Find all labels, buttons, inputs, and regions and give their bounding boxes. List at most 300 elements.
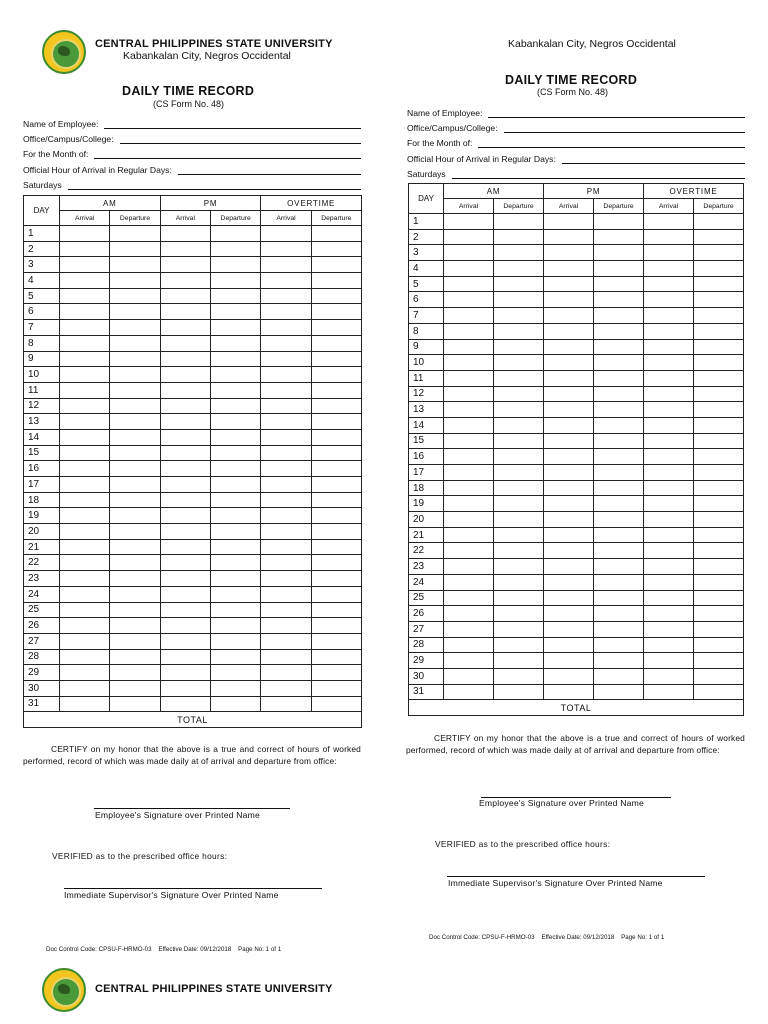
left-time-cell[interactable] <box>261 304 311 320</box>
right-time-cell[interactable] <box>594 308 644 324</box>
left-time-cell[interactable] <box>60 555 110 571</box>
left-time-cell[interactable] <box>261 351 311 367</box>
left-time-cell[interactable] <box>261 618 311 634</box>
left-time-cell[interactable] <box>311 226 361 242</box>
left-time-cell[interactable] <box>110 382 160 398</box>
left-time-cell[interactable] <box>110 649 160 665</box>
right-time-cell[interactable] <box>694 245 744 261</box>
right-time-cell[interactable] <box>544 590 594 606</box>
right-time-cell[interactable] <box>444 449 494 465</box>
left-time-cell[interactable] <box>160 633 210 649</box>
right-time-cell[interactable] <box>644 606 694 622</box>
left-field-line[interactable] <box>68 181 361 190</box>
right-time-cell[interactable] <box>494 512 544 528</box>
right-time-cell[interactable] <box>494 433 544 449</box>
left-time-cell[interactable] <box>211 665 261 681</box>
right-time-cell[interactable] <box>544 496 594 512</box>
right-field-0[interactable] <box>407 108 745 118</box>
right-time-cell[interactable] <box>644 496 694 512</box>
right-time-cell[interactable] <box>594 684 644 700</box>
right-time-cell[interactable] <box>694 402 744 418</box>
right-time-cell[interactable] <box>594 606 644 622</box>
right-time-cell[interactable] <box>544 245 594 261</box>
right-time-cell[interactable] <box>594 543 644 559</box>
right-time-cell[interactable] <box>694 323 744 339</box>
right-time-cell[interactable] <box>544 684 594 700</box>
left-time-cell[interactable] <box>211 398 261 414</box>
left-time-cell[interactable] <box>110 539 160 555</box>
left-time-cell[interactable] <box>60 414 110 430</box>
left-time-cell[interactable] <box>311 429 361 445</box>
right-time-cell[interactable] <box>594 323 644 339</box>
left-time-cell[interactable] <box>110 571 160 587</box>
left-time-cell[interactable] <box>261 288 311 304</box>
left-time-cell[interactable] <box>211 680 261 696</box>
right-time-cell[interactable] <box>644 590 694 606</box>
left-time-cell[interactable] <box>311 304 361 320</box>
right-time-cell[interactable] <box>694 543 744 559</box>
right-time-cell[interactable] <box>444 245 494 261</box>
left-time-cell[interactable] <box>60 524 110 540</box>
left-time-cell[interactable] <box>311 555 361 571</box>
right-time-cell[interactable] <box>494 653 544 669</box>
right-time-cell[interactable] <box>644 480 694 496</box>
right-time-cell[interactable] <box>494 606 544 622</box>
right-time-cell[interactable] <box>644 621 694 637</box>
right-time-cell[interactable] <box>644 465 694 481</box>
right-time-cell[interactable] <box>444 261 494 277</box>
right-time-cell[interactable] <box>694 214 744 230</box>
left-time-cell[interactable] <box>110 288 160 304</box>
right-time-cell[interactable] <box>494 637 544 653</box>
left-time-cell[interactable] <box>211 524 261 540</box>
right-time-cell[interactable] <box>444 402 494 418</box>
left-time-cell[interactable] <box>60 351 110 367</box>
left-time-cell[interactable] <box>261 461 311 477</box>
right-time-cell[interactable] <box>594 276 644 292</box>
left-time-cell[interactable] <box>311 273 361 289</box>
left-time-cell[interactable] <box>311 398 361 414</box>
left-time-cell[interactable] <box>211 461 261 477</box>
right-time-cell[interactable] <box>644 261 694 277</box>
left-time-cell[interactable] <box>60 429 110 445</box>
left-time-cell[interactable] <box>211 351 261 367</box>
left-time-cell[interactable] <box>311 539 361 555</box>
left-time-cell[interactable] <box>160 665 210 681</box>
right-time-cell[interactable] <box>694 339 744 355</box>
left-time-cell[interactable] <box>211 618 261 634</box>
left-time-cell[interactable] <box>261 273 311 289</box>
right-time-cell[interactable] <box>444 465 494 481</box>
left-time-cell[interactable] <box>160 461 210 477</box>
right-time-cell[interactable] <box>544 543 594 559</box>
left-time-cell[interactable] <box>160 524 210 540</box>
right-time-cell[interactable] <box>494 323 544 339</box>
right-time-cell[interactable] <box>494 245 544 261</box>
right-time-cell[interactable] <box>594 261 644 277</box>
left-time-cell[interactable] <box>160 555 210 571</box>
left-time-cell[interactable] <box>110 257 160 273</box>
left-time-cell[interactable] <box>261 429 311 445</box>
left-time-cell[interactable] <box>261 539 311 555</box>
left-time-cell[interactable] <box>311 586 361 602</box>
left-time-cell[interactable] <box>110 226 160 242</box>
left-time-cell[interactable] <box>261 665 311 681</box>
left-time-cell[interactable] <box>160 586 210 602</box>
right-time-cell[interactable] <box>594 668 644 684</box>
right-time-cell[interactable] <box>644 653 694 669</box>
right-time-cell[interactable] <box>644 214 694 230</box>
right-field-4[interactable] <box>407 169 745 179</box>
left-time-cell[interactable] <box>211 226 261 242</box>
right-time-cell[interactable] <box>444 684 494 700</box>
left-time-cell[interactable] <box>311 382 361 398</box>
right-time-cell[interactable] <box>544 276 594 292</box>
left-time-cell[interactable] <box>160 398 210 414</box>
left-time-cell[interactable] <box>211 320 261 336</box>
left-time-cell[interactable] <box>60 257 110 273</box>
left-time-cell[interactable] <box>211 539 261 555</box>
right-field-2[interactable] <box>407 138 745 148</box>
right-time-cell[interactable] <box>494 308 544 324</box>
right-time-cell[interactable] <box>644 402 694 418</box>
left-time-cell[interactable] <box>160 351 210 367</box>
right-field-line[interactable] <box>488 109 745 118</box>
left-time-cell[interactable] <box>160 288 210 304</box>
left-time-cell[interactable] <box>311 288 361 304</box>
right-time-cell[interactable] <box>444 496 494 512</box>
right-time-cell[interactable] <box>644 574 694 590</box>
left-field-0[interactable] <box>23 119 361 129</box>
left-time-cell[interactable] <box>311 571 361 587</box>
left-time-cell[interactable] <box>261 226 311 242</box>
left-time-cell[interactable] <box>261 257 311 273</box>
left-time-cell[interactable] <box>110 273 160 289</box>
left-time-cell[interactable] <box>311 367 361 383</box>
left-time-cell[interactable] <box>261 320 311 336</box>
left-time-cell[interactable] <box>110 477 160 493</box>
right-time-cell[interactable] <box>694 684 744 700</box>
left-time-cell[interactable] <box>160 696 210 712</box>
right-time-cell[interactable] <box>694 496 744 512</box>
left-time-cell[interactable] <box>60 680 110 696</box>
left-time-cell[interactable] <box>261 555 311 571</box>
right-time-cell[interactable] <box>544 559 594 575</box>
right-time-cell[interactable] <box>644 323 694 339</box>
right-time-cell[interactable] <box>444 355 494 371</box>
left-time-cell[interactable] <box>60 649 110 665</box>
left-time-cell[interactable] <box>60 602 110 618</box>
left-time-cell[interactable] <box>110 414 160 430</box>
right-time-cell[interactable] <box>694 512 744 528</box>
left-time-cell[interactable] <box>110 398 160 414</box>
right-time-cell[interactable] <box>694 261 744 277</box>
right-time-cell[interactable] <box>544 339 594 355</box>
right-time-cell[interactable] <box>594 402 644 418</box>
left-time-cell[interactable] <box>311 649 361 665</box>
right-time-cell[interactable] <box>444 527 494 543</box>
left-time-cell[interactable] <box>311 320 361 336</box>
right-time-cell[interactable] <box>544 308 594 324</box>
right-time-cell[interactable] <box>444 653 494 669</box>
right-time-cell[interactable] <box>494 355 544 371</box>
right-time-cell[interactable] <box>644 386 694 402</box>
right-time-cell[interactable] <box>694 480 744 496</box>
left-time-cell[interactable] <box>261 398 311 414</box>
right-time-cell[interactable] <box>444 276 494 292</box>
right-time-cell[interactable] <box>444 637 494 653</box>
right-time-cell[interactable] <box>494 449 544 465</box>
right-time-cell[interactable] <box>444 559 494 575</box>
right-time-cell[interactable] <box>544 637 594 653</box>
left-time-cell[interactable] <box>261 414 311 430</box>
right-time-cell[interactable] <box>594 417 644 433</box>
left-time-cell[interactable] <box>311 696 361 712</box>
right-time-cell[interactable] <box>594 339 644 355</box>
left-time-cell[interactable] <box>60 696 110 712</box>
left-time-cell[interactable] <box>311 618 361 634</box>
left-time-cell[interactable] <box>110 602 160 618</box>
right-time-cell[interactable] <box>494 668 544 684</box>
left-time-cell[interactable] <box>261 492 311 508</box>
right-time-cell[interactable] <box>594 386 644 402</box>
left-time-cell[interactable] <box>60 492 110 508</box>
right-time-cell[interactable] <box>594 496 644 512</box>
left-time-cell[interactable] <box>110 524 160 540</box>
left-time-cell[interactable] <box>211 414 261 430</box>
right-time-cell[interactable] <box>644 417 694 433</box>
right-field-line[interactable] <box>452 170 745 179</box>
right-time-cell[interactable] <box>544 480 594 496</box>
left-time-cell[interactable] <box>261 335 311 351</box>
right-time-cell[interactable] <box>644 637 694 653</box>
left-field-line[interactable] <box>178 166 361 175</box>
right-time-cell[interactable] <box>694 449 744 465</box>
right-time-cell[interactable] <box>694 417 744 433</box>
right-time-cell[interactable] <box>694 653 744 669</box>
left-time-cell[interactable] <box>311 351 361 367</box>
right-time-cell[interactable] <box>494 229 544 245</box>
right-time-cell[interactable] <box>544 261 594 277</box>
left-time-cell[interactable] <box>110 367 160 383</box>
right-time-cell[interactable] <box>694 433 744 449</box>
right-time-cell[interactable] <box>444 543 494 559</box>
right-time-cell[interactable] <box>694 370 744 386</box>
right-time-cell[interactable] <box>644 339 694 355</box>
right-time-cell[interactable] <box>594 245 644 261</box>
right-time-cell[interactable] <box>494 261 544 277</box>
left-time-cell[interactable] <box>211 571 261 587</box>
right-time-cell[interactable] <box>444 574 494 590</box>
right-time-cell[interactable] <box>644 292 694 308</box>
left-time-cell[interactable] <box>211 304 261 320</box>
right-time-cell[interactable] <box>544 653 594 669</box>
right-field-1[interactable] <box>407 123 745 133</box>
right-time-cell[interactable] <box>494 276 544 292</box>
right-time-cell[interactable] <box>594 465 644 481</box>
right-time-cell[interactable] <box>494 370 544 386</box>
right-time-cell[interactable] <box>444 323 494 339</box>
left-time-cell[interactable] <box>110 304 160 320</box>
right-time-cell[interactable] <box>644 559 694 575</box>
left-time-cell[interactable] <box>110 320 160 336</box>
right-time-cell[interactable] <box>444 214 494 230</box>
left-time-cell[interactable] <box>261 382 311 398</box>
right-time-cell[interactable] <box>644 229 694 245</box>
right-time-cell[interactable] <box>444 308 494 324</box>
left-time-cell[interactable] <box>160 618 210 634</box>
left-time-cell[interactable] <box>211 273 261 289</box>
right-field-line[interactable] <box>478 139 745 148</box>
right-time-cell[interactable] <box>444 480 494 496</box>
right-time-cell[interactable] <box>494 527 544 543</box>
right-field-3[interactable] <box>407 154 745 164</box>
right-time-cell[interactable] <box>494 621 544 637</box>
right-time-cell[interactable] <box>444 433 494 449</box>
right-time-cell[interactable] <box>694 606 744 622</box>
left-time-cell[interactable] <box>160 382 210 398</box>
left-time-cell[interactable] <box>211 257 261 273</box>
right-time-cell[interactable] <box>594 527 644 543</box>
left-time-cell[interactable] <box>60 398 110 414</box>
right-time-cell[interactable] <box>694 574 744 590</box>
right-time-cell[interactable] <box>694 668 744 684</box>
right-time-cell[interactable] <box>544 292 594 308</box>
left-time-cell[interactable] <box>211 492 261 508</box>
right-time-cell[interactable] <box>494 386 544 402</box>
left-time-cell[interactable] <box>60 226 110 242</box>
left-time-cell[interactable] <box>60 618 110 634</box>
right-time-cell[interactable] <box>594 574 644 590</box>
left-time-cell[interactable] <box>211 696 261 712</box>
left-time-cell[interactable] <box>160 304 210 320</box>
left-time-cell[interactable] <box>60 445 110 461</box>
left-time-cell[interactable] <box>110 461 160 477</box>
left-time-cell[interactable] <box>261 586 311 602</box>
left-time-cell[interactable] <box>160 367 210 383</box>
right-time-cell[interactable] <box>644 308 694 324</box>
left-time-cell[interactable] <box>261 571 311 587</box>
right-time-cell[interactable] <box>594 653 644 669</box>
left-time-cell[interactable] <box>261 602 311 618</box>
left-time-cell[interactable] <box>211 633 261 649</box>
right-time-cell[interactable] <box>544 574 594 590</box>
left-time-cell[interactable] <box>160 320 210 336</box>
left-time-cell[interactable] <box>311 477 361 493</box>
left-time-cell[interactable] <box>110 665 160 681</box>
left-time-cell[interactable] <box>110 335 160 351</box>
right-time-cell[interactable] <box>544 214 594 230</box>
right-time-cell[interactable] <box>494 590 544 606</box>
left-time-cell[interactable] <box>311 445 361 461</box>
right-time-cell[interactable] <box>594 621 644 637</box>
left-time-cell[interactable] <box>311 257 361 273</box>
left-time-cell[interactable] <box>261 445 311 461</box>
left-time-cell[interactable] <box>211 602 261 618</box>
right-time-cell[interactable] <box>494 684 544 700</box>
right-time-cell[interactable] <box>694 355 744 371</box>
right-time-cell[interactable] <box>544 465 594 481</box>
right-time-cell[interactable] <box>494 559 544 575</box>
left-time-cell[interactable] <box>311 524 361 540</box>
left-time-cell[interactable] <box>211 382 261 398</box>
left-time-cell[interactable] <box>160 508 210 524</box>
left-time-cell[interactable] <box>311 508 361 524</box>
left-time-cell[interactable] <box>211 649 261 665</box>
left-time-cell[interactable] <box>60 571 110 587</box>
right-time-cell[interactable] <box>644 276 694 292</box>
left-time-cell[interactable] <box>60 288 110 304</box>
right-time-cell[interactable] <box>644 245 694 261</box>
left-time-cell[interactable] <box>211 367 261 383</box>
right-time-cell[interactable] <box>544 323 594 339</box>
left-time-cell[interactable] <box>160 539 210 555</box>
right-time-cell[interactable] <box>594 637 644 653</box>
left-time-cell[interactable] <box>60 335 110 351</box>
right-time-cell[interactable] <box>594 292 644 308</box>
left-time-cell[interactable] <box>261 696 311 712</box>
left-field-4[interactable] <box>23 180 361 190</box>
left-time-cell[interactable] <box>160 649 210 665</box>
right-time-cell[interactable] <box>694 527 744 543</box>
left-time-cell[interactable] <box>311 414 361 430</box>
left-time-cell[interactable] <box>311 492 361 508</box>
right-time-cell[interactable] <box>544 417 594 433</box>
left-time-cell[interactable] <box>160 335 210 351</box>
right-time-cell[interactable] <box>544 606 594 622</box>
left-time-cell[interactable] <box>60 320 110 336</box>
right-time-cell[interactable] <box>694 465 744 481</box>
right-time-cell[interactable] <box>694 590 744 606</box>
left-time-cell[interactable] <box>110 680 160 696</box>
left-time-cell[interactable] <box>60 241 110 257</box>
left-time-cell[interactable] <box>211 429 261 445</box>
left-time-cell[interactable] <box>110 618 160 634</box>
left-time-cell[interactable] <box>311 633 361 649</box>
left-time-cell[interactable] <box>261 649 311 665</box>
left-time-cell[interactable] <box>160 445 210 461</box>
left-time-cell[interactable] <box>160 680 210 696</box>
right-time-cell[interactable] <box>644 543 694 559</box>
left-time-cell[interactable] <box>60 477 110 493</box>
left-time-cell[interactable] <box>211 555 261 571</box>
right-time-cell[interactable] <box>544 433 594 449</box>
right-time-cell[interactable] <box>544 229 594 245</box>
right-time-cell[interactable] <box>644 684 694 700</box>
right-time-cell[interactable] <box>594 559 644 575</box>
right-time-cell[interactable] <box>494 465 544 481</box>
left-time-cell[interactable] <box>261 241 311 257</box>
left-time-cell[interactable] <box>211 288 261 304</box>
left-field-line[interactable] <box>120 135 361 144</box>
right-time-cell[interactable] <box>544 668 594 684</box>
right-time-cell[interactable] <box>594 433 644 449</box>
left-time-cell[interactable] <box>211 508 261 524</box>
left-time-cell[interactable] <box>160 602 210 618</box>
right-time-cell[interactable] <box>644 355 694 371</box>
right-time-cell[interactable] <box>444 386 494 402</box>
left-time-cell[interactable] <box>110 241 160 257</box>
right-time-cell[interactable] <box>444 606 494 622</box>
left-time-cell[interactable] <box>261 367 311 383</box>
right-time-cell[interactable] <box>644 512 694 528</box>
left-time-cell[interactable] <box>211 445 261 461</box>
right-time-cell[interactable] <box>644 449 694 465</box>
right-time-cell[interactable] <box>494 339 544 355</box>
right-time-cell[interactable] <box>594 229 644 245</box>
right-time-cell[interactable] <box>594 480 644 496</box>
left-time-cell[interactable] <box>311 335 361 351</box>
